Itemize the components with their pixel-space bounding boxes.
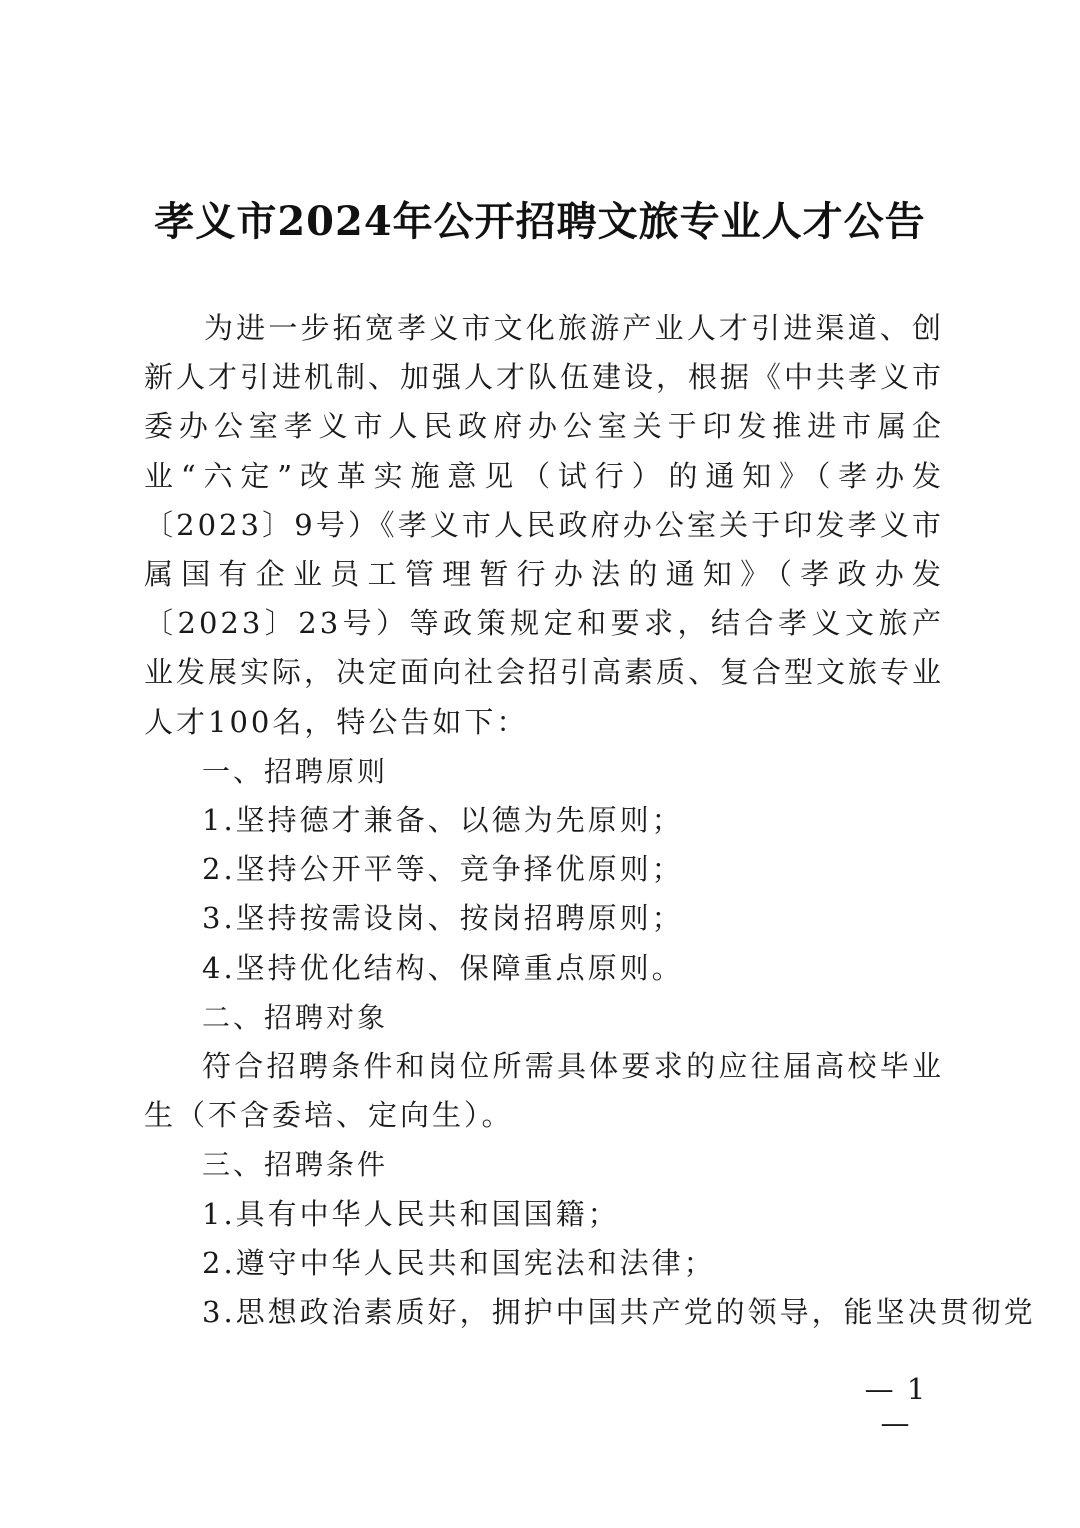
condition-item: 1.具有中华人民共和国国籍；	[202, 1196, 620, 1231]
principle-item: 2.坚持公开平等、竞争择优原则；	[202, 852, 684, 887]
principle-item: 3.坚持按需设岗、按岗招聘原则；	[202, 901, 684, 936]
condition-item: 3.思想政治素质好，拥护中国共产党的领导，能坚决贯彻党	[202, 1295, 1036, 1330]
section-heading-targets: 二、招聘对象	[202, 1000, 389, 1034]
principle-item: 1.坚持德才兼备、以德为先原则；	[202, 803, 684, 838]
condition-item: 2.遵守中华人民共和国宪法和法律；	[202, 1245, 716, 1280]
section-heading-conditions: 三、招聘条件	[202, 1148, 389, 1182]
principle-item: 4.坚持优化结构、保障重点原则。	[202, 950, 684, 985]
targets-paragraph: 符合招聘条件和岗位所需具体要求的应往届高校毕业生（不含委培、定向生）。	[144, 1049, 944, 1133]
document-title: 孝义市2024年公开招聘文旅专业人才公告	[154, 198, 926, 245]
section-heading-principles: 一、招聘原则	[202, 754, 389, 788]
page-number: — 1 —	[864, 1372, 928, 1440]
document-body	[144, 304, 1036, 1337]
intro-paragraph: 为进一步拓宽孝义市文化旅游产业人才引进渠道、创新人才引进机制、加强人才队伍建设，根据《中共孝义市委办公室孝义市人民政府办公室关于印发推进市属企业“六定”改革实施意见（试行）的通知》（孝办发〔2023〕9号）《孝义市人民政府办公室关于印发孝义市属国有企业员工管理暂行办法的通知》（孝政办发〔2023〕23号）等政策规定和要求，结合孝义文旅产业发展实际，决定面向社会招引高素质、复合型文旅专业人才100名，特公告如下：	[144, 311, 945, 739]
